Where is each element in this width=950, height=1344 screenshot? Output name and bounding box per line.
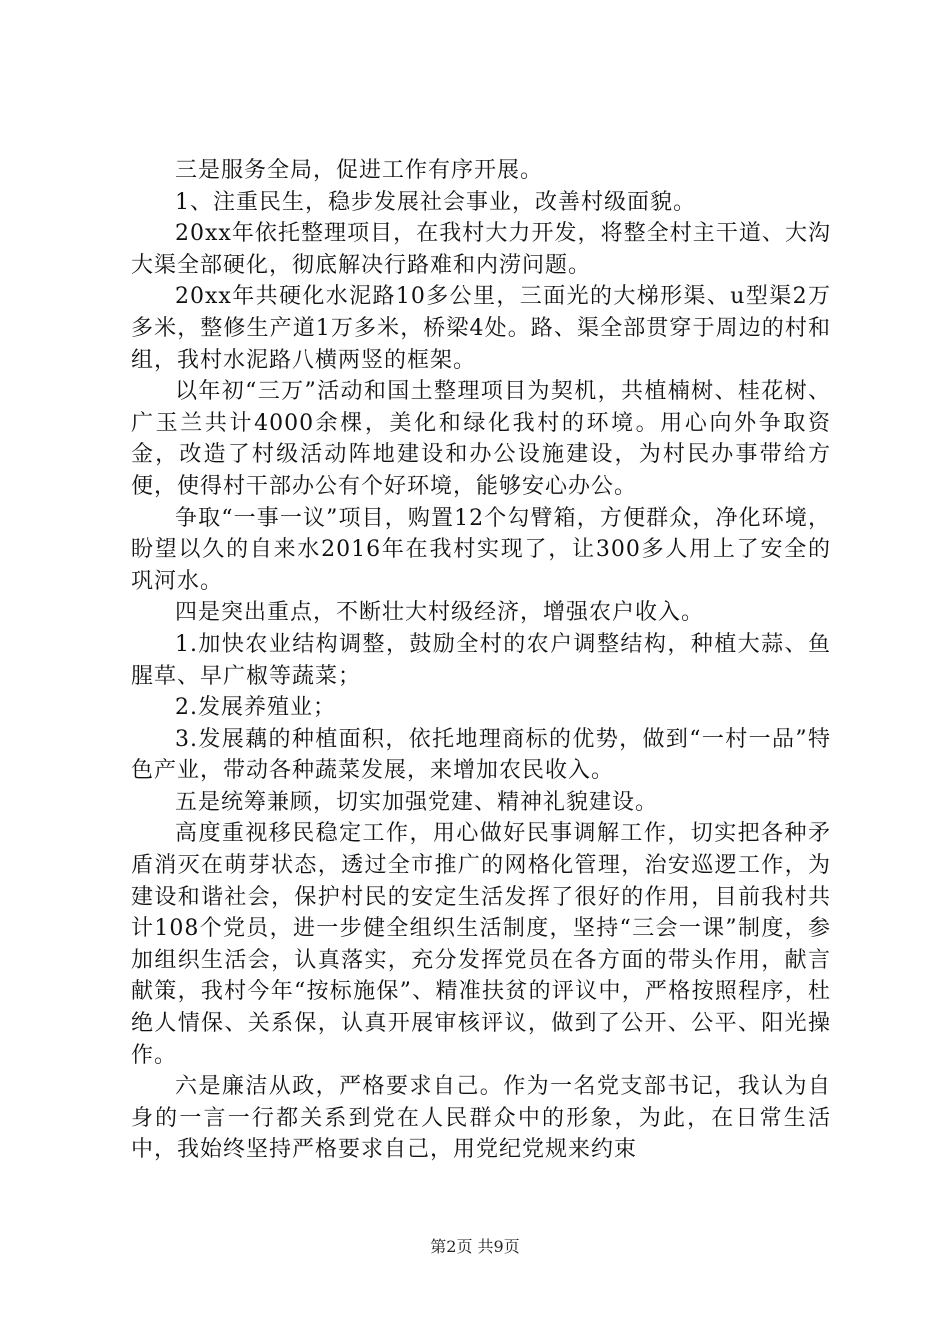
paragraph-section-three-heading: 三是服务全局，促进工作有序开展。 [175, 158, 544, 183]
paragraph-breeding: 2.发展养殖业； [175, 695, 336, 721]
paragraph-section-four-heading: 四是突出重点，不断壮大村级经济，增强农户收入。 [175, 600, 705, 626]
paragraph-item-livelihood: 1、注重民生，稳步发展社会事业，改善村级面貌。 [175, 189, 696, 215]
paragraph-road-hardening: 20xx年依托整理项目，在我村大力开发，将整全村主干道、大沟大渠全部硬化，彻底解决行路难和内涝问题。 [131, 221, 831, 278]
paragraph-stability-party-building: 高度重视移民稳定工作，用心做好民事调解工作，切实把各种矛盾消灭在萌芽状态，透过全市推广的网格化管理，治安巡逻工作，为建设和谐社会，保护村民的安定生活发挥了很好的作用，目前我村共计108个党员，进一步健全组织生活制度，坚持“三会一课”制度，参加组织生活会，认真落实，充分发挥党员在各方面的带头作用，献言献策，我村今年“按标施保”、精准扶贫的评议中，严格按照程序，杜绝人情保、关系保，认真开展审核评议，做到了公开、公平、阳光操作。 [131, 821, 831, 1068]
paragraph-greening: 以年初“三万”活动和国土整理项目为契机，共植楠树、桂花树、广玉兰共计4000余棵，美化和绿化我村的环境。用心向外争取资金，改造了村级活动阵地建设和办公设施建设，为村民办事带给方便，使得村干部办公有个好环境，能够安心办公。 [131, 379, 831, 499]
page-footer [0, 1236, 950, 1258]
paragraph-lotus-root: 3.发展藕的种植面积，依托地理商标的优势，做到“一村一品”特色产业，带动各种蔬菜发展，来增加农民收入。 [131, 726, 831, 784]
paragraph-section-five-heading: 五是统筹兼顾，切实加强党建、精神礼貌建设。 [175, 789, 659, 815]
paragraph-one-matter-one-discussion: 争取“一事一议”项目，购置12个勾臂箱，方便群众，净化环境，盼望以久的自来水2016年在我村实现了，让300多人用上了安全的巩河水。 [131, 505, 831, 594]
document-body [131, 155, 831, 1166]
paragraph-cement-roads: 20xx年共硬化水泥路10多公里，三面光的大梯形渠、u型渠2万多米，整修生产道1万多米，桥梁4处。路、渠全部贯穿于周边的村和组，我村水泥路八横两竖的框架。 [131, 284, 831, 373]
page-number-label: 第2页 共9页 [430, 1237, 520, 1256]
paragraph-agri-structure: 1.加快农业结构调整，鼓励全村的农户调整结构，种植大蒜、鱼腥草、早广椒等蔬菜； [131, 631, 831, 689]
paragraph-section-six-integrity: 六是廉洁从政，严格要求自己。作为一名党支部书记，我认为自身的一言一行都关系到党在人民群众中的形象，为此，在日常生活中，我始终坚持严格要求自己，用党纪党规来约束 [131, 1074, 831, 1163]
